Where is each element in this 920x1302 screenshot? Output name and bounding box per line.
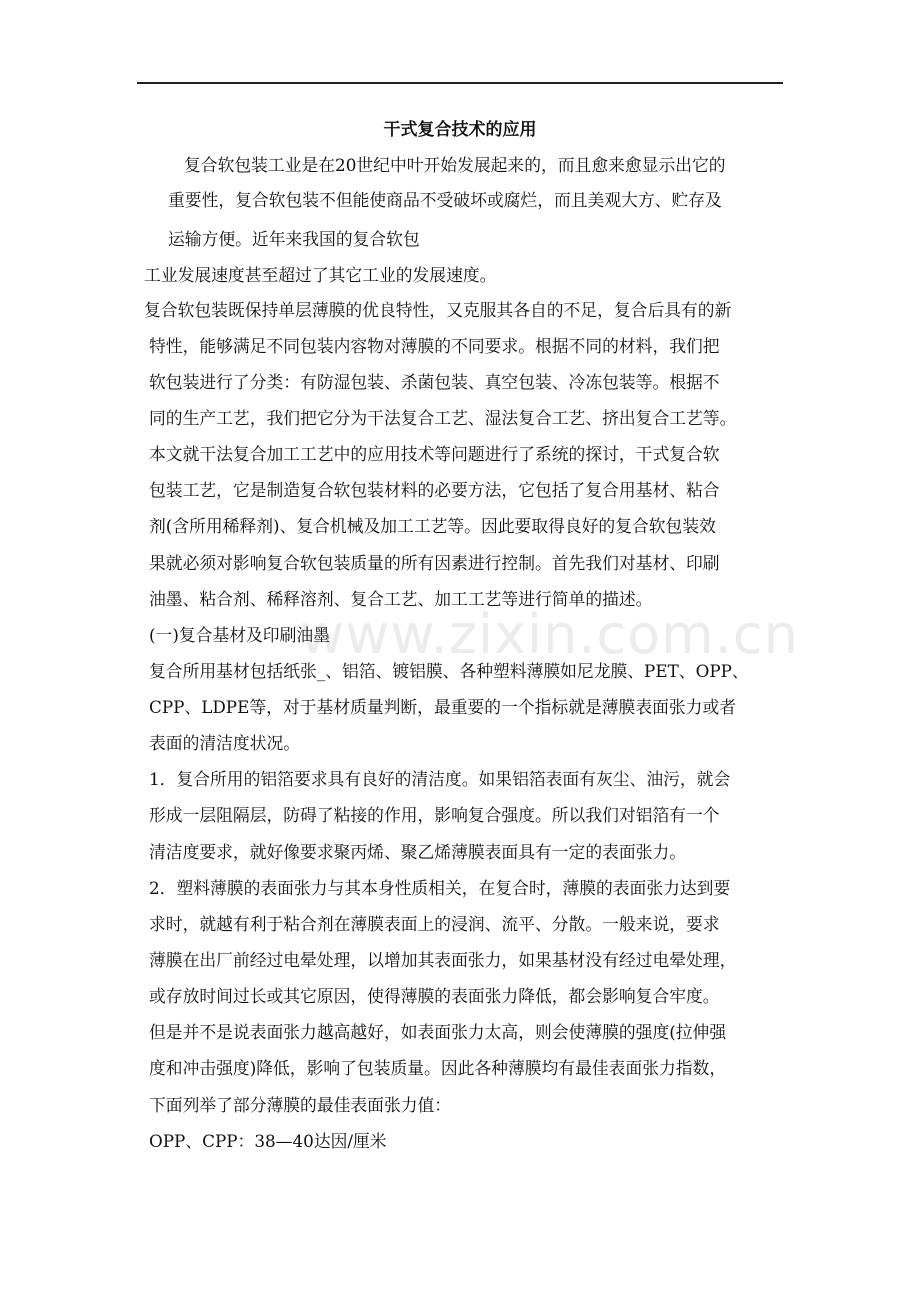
body-line: 复合软包装工业是在20世纪中叶开始发展起来的，而且愈来愈显示出它的 [184, 155, 726, 175]
body-line: 剂(含所用稀释剂)、复合机械及加工工艺等。因此要取得良好的复合软包装效 [149, 516, 716, 536]
body-line: 运输方便。近年来我国的复合软包 [168, 229, 420, 249]
section-heading: (一)复合基材及印刷油墨 [149, 625, 330, 645]
body-line: 同的生产工艺，我们把它分为干法复合工艺、湿法复合工艺、挤出复合工艺等。 [149, 408, 737, 428]
body-line: 形成一层阻隔层，防碍了粘接的作用，影响复合强度。所以我们对铝箔有一个 [149, 805, 720, 825]
page-title: 干式复合技术的应用 [383, 120, 537, 140]
body-line: 求时，就越有利于粘合剂在薄膜表面上的浸润、流平、分散。一般来说，要求 [149, 914, 720, 934]
body-line: 下面列举了部分薄膜的最佳表面张力值： [149, 1095, 452, 1115]
body-line: 工业发展速度甚至超过了其它工业的发展速度。 [144, 265, 497, 285]
body-line: 果就必须对影响复合软包装质量的所有因素进行控制。首先我们对基材、印刷 [149, 553, 720, 573]
body-line: 表面的清洁度状况。 [149, 733, 301, 753]
body-line: 本文就干法复合加工工艺中的应用技术等问题进行了系统的探讨，干式复合软 [149, 444, 720, 464]
body-line: 软包装进行了分类：有防湿包装、杀菌包装、真空包装、冷冻包装等。根据不 [149, 372, 720, 392]
body-line: 但是并不是说表面张力越高越好，如表面张力太高，则会使薄膜的强度(拉伸强 [149, 1022, 727, 1042]
body-line: 复合软包装既保持单层薄膜的优良特性，又克服其各自的不足，复合后具有的新 [144, 300, 732, 320]
watermark: www.zixin.com.cn [300, 603, 799, 666]
body-line: CPP、LDPE等，对于基材质量判断，最重要的一个指标就是薄膜表面张力或者 [149, 697, 737, 717]
body-line: 包装工艺，它是制造复合软包装材料的必要方法，它包括了复合用基材、粘合 [149, 480, 720, 500]
body-line: 油墨、粘合剂、稀释溶剂、复合工艺、加工工艺等进行简单的描述。 [149, 589, 653, 609]
body-line: 或存放时间过长或其它原因，使得薄膜的表面张力降低，都会影响复合牢度。 [149, 986, 720, 1006]
body-line: 薄膜在出厂前经过电晕处理，以增加其表面张力，如果基材没有经过电晕处理， [149, 950, 737, 970]
body-line: 清洁度要求，就好像要求聚丙烯、聚乙烯薄膜表面具有一定的表面张力。 [149, 842, 687, 862]
body-line: 2．塑料薄膜的表面张力与其本身性质相关，在复合时，薄膜的表面张力达到要 [149, 878, 731, 898]
body-line: 复合所用基材包括纸张_、铝箔、镀铝膜、各种塑料薄膜如尼龙膜、PET、OPP、 [149, 661, 749, 681]
body-line: 1．复合所用的铝箔要求具有良好的清洁度。如果铝箔表面有灰尘、油污，就会 [149, 769, 731, 789]
body-line: 特性，能够满足不同包装内容物对薄膜的不同要求。根据不同的材料，我们把 [149, 336, 720, 356]
header-rule [137, 82, 783, 84]
body-line: 度和冲击强度)降低，影响了包装质量。因此各种薄膜均有最佳表面张力指数， [149, 1058, 727, 1078]
body-line: 重要性，复合软包装不但能使商品不受破坏或腐烂，而且美观大方、贮存及 [168, 190, 722, 210]
body-line: OPP、CPP：38—40达因/厘米 [149, 1131, 387, 1151]
